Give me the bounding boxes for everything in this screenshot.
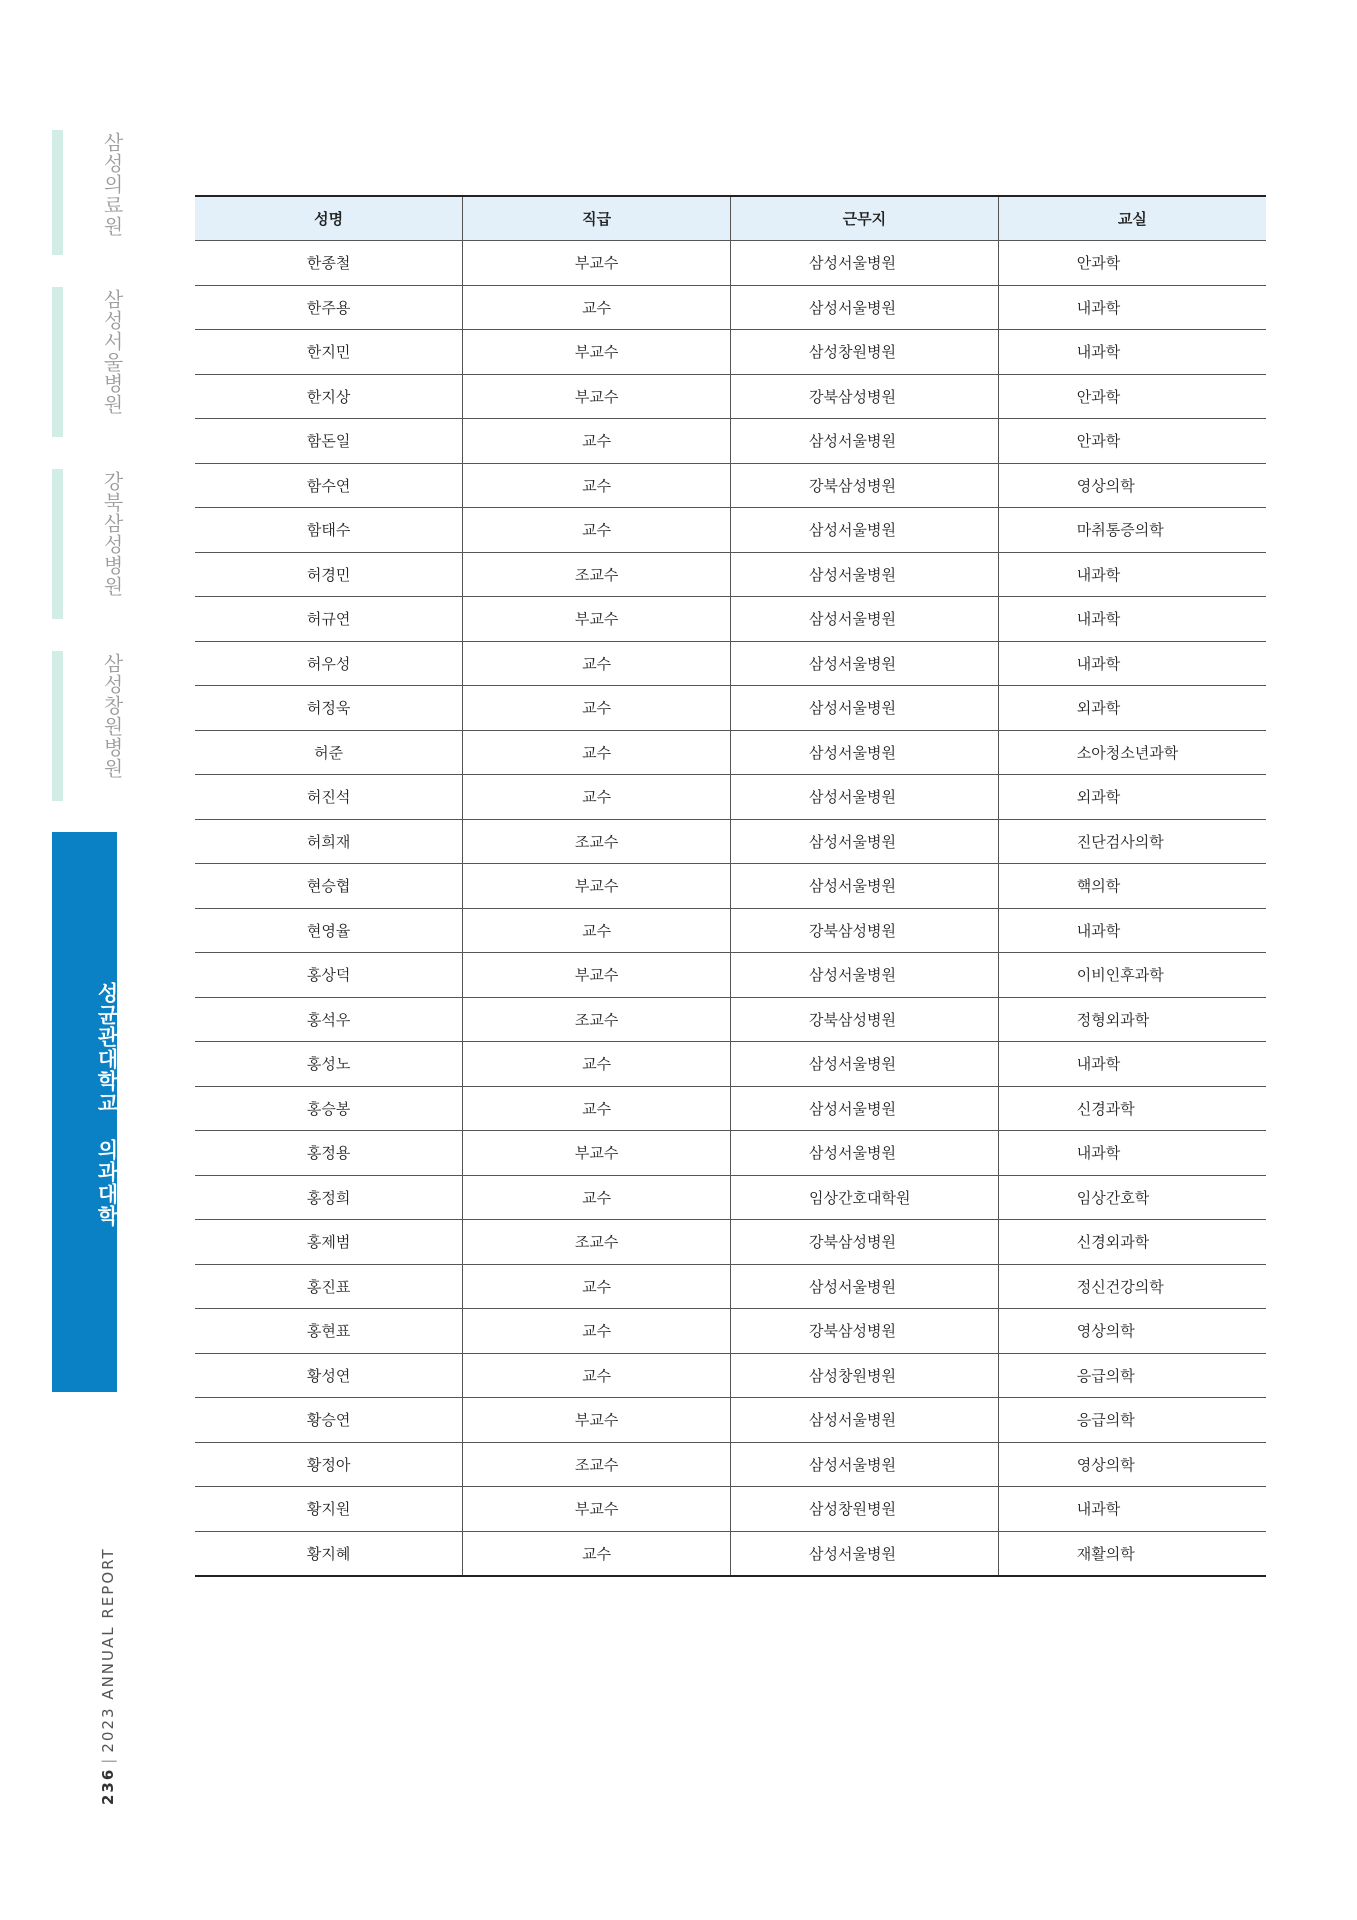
cell-rank: 부교수 bbox=[463, 597, 731, 642]
table-row bbox=[195, 1220, 1266, 1265]
cell-name: 현영율 bbox=[195, 908, 463, 953]
cell-department: 소아청소년과학 bbox=[998, 730, 1266, 775]
cell-rank: 부교수 bbox=[463, 953, 731, 998]
table-row bbox=[195, 1264, 1266, 1309]
cell-name: 홍현표 bbox=[195, 1309, 463, 1354]
cell-rank: 교수 bbox=[463, 686, 731, 731]
cell-rank: 교수 bbox=[463, 730, 731, 775]
cell-rank: 교수 bbox=[463, 285, 731, 330]
cell-department: 진단검사의학 bbox=[998, 819, 1266, 864]
cell-workplace: 강북삼성병원 bbox=[731, 463, 999, 508]
page-footer-text bbox=[96, 1547, 120, 1805]
sidebar-tab-active-skku-medicine[interactable] bbox=[52, 832, 117, 1392]
cell-department: 안과학 bbox=[998, 241, 1266, 286]
table-row bbox=[195, 1442, 1266, 1487]
cell-department: 정신건강의학 bbox=[998, 1264, 1266, 1309]
cell-workplace: 삼성서울병원 bbox=[731, 1086, 999, 1131]
cell-name: 홍성노 bbox=[195, 1042, 463, 1087]
cell-workplace: 삼성서울병원 bbox=[731, 1442, 999, 1487]
cell-name: 허규연 bbox=[195, 597, 463, 642]
table-row bbox=[195, 419, 1266, 464]
cell-workplace: 삼성서울병원 bbox=[731, 819, 999, 864]
table-row bbox=[195, 730, 1266, 775]
cell-name: 홍진표 bbox=[195, 1264, 463, 1309]
cell-department: 영상의학 bbox=[998, 463, 1266, 508]
cell-workplace: 삼성서울병원 bbox=[731, 241, 999, 286]
cell-rank: 교수 bbox=[463, 1042, 731, 1087]
cell-workplace: 삼성서울병원 bbox=[731, 641, 999, 686]
page-footer bbox=[96, 1547, 120, 1805]
cell-department: 내과학 bbox=[998, 1131, 1266, 1176]
cell-name: 현승협 bbox=[195, 864, 463, 909]
cell-rank: 교수 bbox=[463, 775, 731, 820]
cell-name: 한지민 bbox=[195, 330, 463, 375]
sidebar-tab-label: 강북삼성병원 bbox=[100, 471, 124, 597]
table-row bbox=[195, 819, 1266, 864]
cell-workplace: 삼성서울병원 bbox=[731, 775, 999, 820]
table-row bbox=[195, 1398, 1266, 1443]
cell-workplace: 삼성서울병원 bbox=[731, 864, 999, 909]
cell-name: 함태수 bbox=[195, 508, 463, 553]
cell-rank: 교수 bbox=[463, 1264, 731, 1309]
cell-rank: 조교수 bbox=[463, 1442, 731, 1487]
cell-name: 황성연 bbox=[195, 1353, 463, 1398]
cell-workplace: 삼성서울병원 bbox=[731, 285, 999, 330]
cell-department: 응급의학 bbox=[998, 1398, 1266, 1443]
table-row bbox=[195, 686, 1266, 731]
cell-department: 마취통증의학 bbox=[998, 508, 1266, 553]
cell-rank: 부교수 bbox=[463, 241, 731, 286]
cell-workplace: 삼성창원병원 bbox=[731, 1487, 999, 1532]
cell-department: 내과학 bbox=[998, 1487, 1266, 1532]
cell-workplace: 삼성서울병원 bbox=[731, 1264, 999, 1309]
header-name: 성명 bbox=[195, 196, 463, 241]
cell-rank: 부교수 bbox=[463, 864, 731, 909]
cell-workplace: 강북삼성병원 bbox=[731, 908, 999, 953]
cell-name: 함수연 bbox=[195, 463, 463, 508]
cell-rank: 교수 bbox=[463, 508, 731, 553]
cell-department: 안과학 bbox=[998, 374, 1266, 419]
cell-rank: 부교수 bbox=[463, 1131, 731, 1176]
cell-workplace: 강북삼성병원 bbox=[731, 997, 999, 1042]
cell-name: 황지원 bbox=[195, 1487, 463, 1532]
cell-department: 내과학 bbox=[998, 330, 1266, 375]
faculty-table bbox=[195, 195, 1266, 1577]
cell-department: 내과학 bbox=[998, 597, 1266, 642]
sidebar-tab-bar bbox=[52, 469, 63, 619]
cell-workplace: 삼성서울병원 bbox=[731, 508, 999, 553]
header-workplace: 근무지 bbox=[731, 196, 999, 241]
cell-department: 내과학 bbox=[998, 641, 1266, 686]
cell-workplace: 삼성서울병원 bbox=[731, 1042, 999, 1087]
cell-workplace: 삼성서울병원 bbox=[731, 953, 999, 998]
cell-department: 외과학 bbox=[998, 686, 1266, 731]
cell-name: 허정욱 bbox=[195, 686, 463, 731]
cell-name: 허우성 bbox=[195, 641, 463, 686]
sidebar-tab-bar bbox=[52, 651, 63, 801]
cell-rank: 부교수 bbox=[463, 1487, 731, 1532]
cell-rank: 교수 bbox=[463, 1086, 731, 1131]
report-title: 2023 ANNUAL REPORT bbox=[99, 1547, 117, 1753]
table-row bbox=[195, 908, 1266, 953]
cell-workplace: 강북삼성병원 bbox=[731, 1309, 999, 1354]
cell-workplace: 삼성서울병원 bbox=[731, 597, 999, 642]
table-row bbox=[195, 597, 1266, 642]
table-row bbox=[195, 1309, 1266, 1354]
table-row bbox=[195, 1487, 1266, 1532]
cell-department: 신경과학 bbox=[998, 1086, 1266, 1131]
cell-workplace: 삼성서울병원 bbox=[731, 419, 999, 464]
cell-rank: 조교수 bbox=[463, 552, 731, 597]
cell-department: 외과학 bbox=[998, 775, 1266, 820]
cell-department: 이비인후과학 bbox=[998, 953, 1266, 998]
cell-workplace: 삼성서울병원 bbox=[731, 1531, 999, 1576]
cell-department: 핵의학 bbox=[998, 864, 1266, 909]
cell-name: 허희재 bbox=[195, 819, 463, 864]
sidebar-tab-label: 삼성의료원 bbox=[100, 132, 124, 237]
table-row bbox=[195, 508, 1266, 553]
cell-workplace: 임상간호대학원 bbox=[731, 1175, 999, 1220]
table-row bbox=[195, 641, 1266, 686]
cell-name: 홍승봉 bbox=[195, 1086, 463, 1131]
sidebar-tab-label: 삼성서울병원 bbox=[100, 289, 124, 415]
sidebar-tab-kangbuk-samsung-hospital[interactable] bbox=[52, 469, 122, 619]
cell-rank: 교수 bbox=[463, 1175, 731, 1220]
table-row bbox=[195, 1353, 1266, 1398]
cell-rank: 부교수 bbox=[463, 1398, 731, 1443]
header-department: 교실 bbox=[998, 196, 1266, 241]
cell-name: 한지상 bbox=[195, 374, 463, 419]
table-row bbox=[195, 1086, 1266, 1131]
cell-rank: 교수 bbox=[463, 641, 731, 686]
cell-workplace: 삼성서울병원 bbox=[731, 730, 999, 775]
cell-department: 내과학 bbox=[998, 552, 1266, 597]
cell-rank: 부교수 bbox=[463, 374, 731, 419]
cell-name: 허준 bbox=[195, 730, 463, 775]
cell-workplace: 삼성창원병원 bbox=[731, 330, 999, 375]
cell-department: 안과학 bbox=[998, 419, 1266, 464]
cell-name: 함돈일 bbox=[195, 419, 463, 464]
table-header-row bbox=[195, 196, 1266, 241]
cell-name: 홍제범 bbox=[195, 1220, 463, 1265]
cell-workplace: 삼성서울병원 bbox=[731, 1398, 999, 1443]
cell-department: 내과학 bbox=[998, 1042, 1266, 1087]
cell-rank: 교수 bbox=[463, 419, 731, 464]
cell-name: 한종철 bbox=[195, 241, 463, 286]
cell-department: 응급의학 bbox=[998, 1353, 1266, 1398]
cell-workplace: 강북삼성병원 bbox=[731, 374, 999, 419]
sidebar-tab-samsung-changwon-hospital[interactable] bbox=[52, 651, 122, 801]
sidebar-tab-samsung-medical-center[interactable] bbox=[52, 130, 122, 255]
cell-rank: 교수 bbox=[463, 1531, 731, 1576]
table-row bbox=[195, 1042, 1266, 1087]
table-row bbox=[195, 463, 1266, 508]
table-row bbox=[195, 1531, 1266, 1576]
table-row bbox=[195, 330, 1266, 375]
cell-name: 홍상덕 bbox=[195, 953, 463, 998]
table-row bbox=[195, 775, 1266, 820]
cell-workplace: 삼성창원병원 bbox=[731, 1353, 999, 1398]
footer-separator: | bbox=[99, 1756, 117, 1764]
cell-name: 황정아 bbox=[195, 1442, 463, 1487]
cell-rank: 교수 bbox=[463, 1353, 731, 1398]
cell-department: 내과학 bbox=[998, 285, 1266, 330]
cell-name: 황지혜 bbox=[306, 1544, 351, 1563]
cell-rank: 조교수 bbox=[463, 819, 731, 864]
cell-department: 임상간호학 bbox=[998, 1175, 1266, 1220]
cell-name: 한주용 bbox=[195, 285, 463, 330]
header-rank: 직급 bbox=[463, 196, 731, 241]
cell-department: 내과학 bbox=[998, 908, 1266, 953]
table-row bbox=[195, 1175, 1266, 1220]
cell-name: 황승연 bbox=[195, 1398, 463, 1443]
cell-workplace: 강북삼성병원 bbox=[731, 1220, 999, 1265]
cell-name: 홍석우 bbox=[195, 997, 463, 1042]
page-number: 236 bbox=[99, 1767, 117, 1805]
cell-department: 재활의학 bbox=[998, 1531, 1266, 1576]
sidebar-tab-bar bbox=[52, 130, 63, 255]
table-row bbox=[195, 241, 1266, 286]
table-row bbox=[195, 864, 1266, 909]
cell-name: 홍정희 bbox=[195, 1175, 463, 1220]
cell-rank: 조교수 bbox=[463, 1220, 731, 1265]
cell-department: 정형외과학 bbox=[998, 997, 1266, 1042]
table-row bbox=[195, 374, 1266, 419]
cell-workplace: 삼성서울병원 bbox=[731, 552, 999, 597]
table-row bbox=[195, 953, 1266, 998]
cell-rank: 교수 bbox=[463, 463, 731, 508]
sidebar-active-label: 성균관대학교 의과대학 bbox=[95, 982, 119, 1227]
cell-name: 허진석 bbox=[195, 775, 463, 820]
cell-rank: 부교수 bbox=[463, 330, 731, 375]
sidebar-tab-samsung-seoul-hospital[interactable] bbox=[52, 287, 122, 437]
cell-name: 홍정용 bbox=[195, 1131, 463, 1176]
cell-rank: 조교수 bbox=[463, 997, 731, 1042]
cell-department: 영상의학 bbox=[998, 1309, 1266, 1354]
cell-workplace: 삼성서울병원 bbox=[731, 1131, 999, 1176]
cell-workplace: 삼성서울병원 bbox=[731, 686, 999, 731]
table-row bbox=[195, 1131, 1266, 1176]
cell-rank: 교수 bbox=[463, 908, 731, 953]
cell-rank: 교수 bbox=[463, 1309, 731, 1354]
cell-department: 영상의학 bbox=[998, 1442, 1266, 1487]
table-row bbox=[195, 997, 1266, 1042]
sidebar-tab-label: 삼성창원병원 bbox=[100, 653, 124, 779]
cell-name: 허경민 bbox=[195, 552, 463, 597]
table-row bbox=[195, 552, 1266, 597]
sidebar-tab-bar bbox=[52, 287, 63, 437]
cell-department: 신경외과학 bbox=[998, 1220, 1266, 1265]
table-row bbox=[195, 285, 1266, 330]
